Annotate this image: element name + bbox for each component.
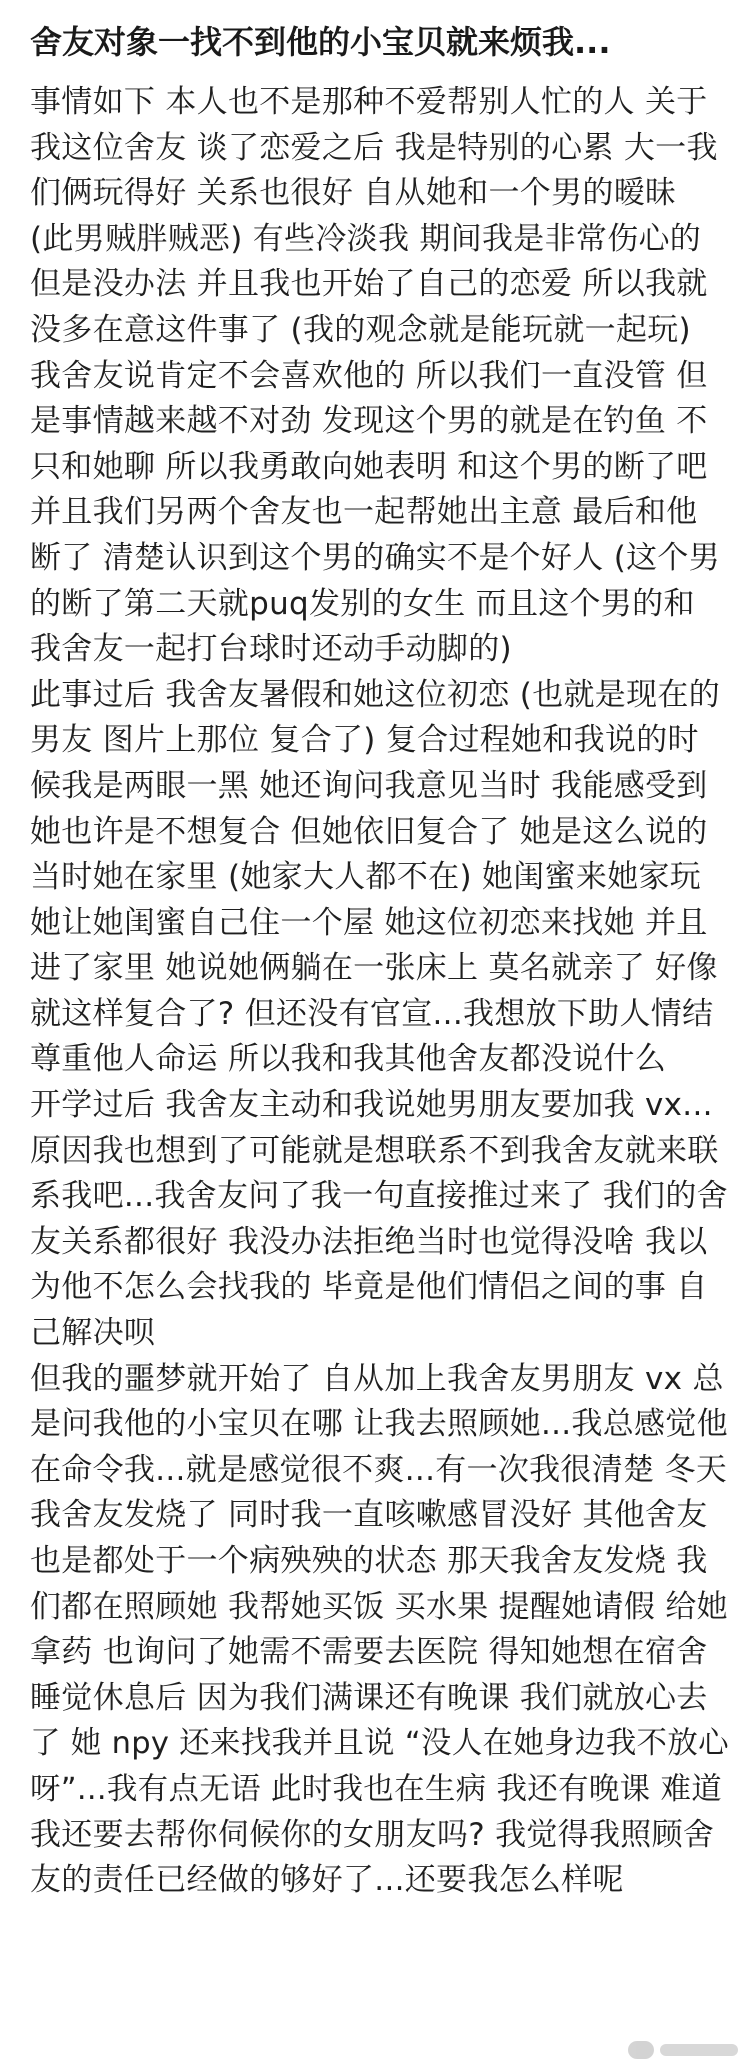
post-text-line: 只和她聊 所以我勇敢向她表明 和这个男的断了吧 — [30, 448, 708, 485]
post-text-line: (此男贼胖贼恶) 有些冷淡我 期间我是非常伤心的 — [30, 220, 702, 257]
post-body — [30, 80, 728, 1904]
post-text-line: 己解决呗 — [30, 1315, 156, 1352]
post-text-line: 事情如下 本人也不是那种不爱帮别人忙的人 关于 — [30, 84, 708, 120]
post-text-line: 睡觉休息后 因为我们满课还有晚课 我们就放心去 — [30, 1679, 708, 1716]
post-text-line: 但是没办法 并且我也开始了自己的恋爱 所以我就 — [30, 266, 708, 303]
post-text-line: 我舍友发烧了 同时我一直咳嗽感冒没好 其他舍友 — [30, 1497, 708, 1534]
post-text-line: 她让她闺蜜自己住一个屋 她这位初恋来找她 并且 — [30, 904, 708, 941]
post-text-line: 候我是两眼一黑 她还询问我意见当时 我能感受到 — [30, 767, 708, 804]
post-text-line: 她也许是不想复合 但她依旧复合了 她是这么说的 — [30, 813, 708, 850]
post-text-line: 没多在意这件事了 (我的观念就是能玩就一起玩) — [30, 311, 691, 348]
post-text-line: 的断了第二天就puq发别的女生 而且这个男的和 — [30, 585, 695, 622]
post-text-line: 当时她在家里 (她家大人都不在) 她闺蜜来她家玩 — [30, 859, 702, 896]
watermark-logo-icon — [628, 2041, 654, 2059]
post-text-line: 尊重他人命运 所以我和我其他舍友都没说什么 — [30, 1041, 667, 1078]
post-text-line: 为他不怎么会找我的 毕竟是他们情侣之间的事 自 — [30, 1269, 708, 1306]
post-text-line: 友的责任已经做的够好了...还要我怎么样呢 — [30, 1862, 624, 1899]
post-text-line: 就这样复合了? 但还没有官宣...我想放下助人情结 — [30, 995, 714, 1032]
post-text-line: 我还要去帮你伺候你的女朋友吗? 我觉得我照顾舍 — [30, 1816, 715, 1853]
post-text-line: 们俩玩得好 关系也很好 自从她和一个男的暧昧 — [30, 175, 677, 212]
post-text-line: 进了家里 她说她俩躺在一张床上 莫名就亲了 好像 — [30, 950, 718, 987]
post-text-line: 在命令我...就是感觉很不爽...有一次我很清楚 冬天 — [30, 1451, 728, 1488]
post-text-line: 我舍友一起打台球时还动手动脚的) — [30, 631, 512, 668]
post-text-line: 了 她 npy 还来找我并且说 “没人在她身边我不放心 — [30, 1726, 729, 1762]
post-text-line: 原因我也想到了可能就是想联系不到我舍友就来联 — [30, 1132, 719, 1169]
post-text-line: 男友 图片上那位 复合了) 复合过程她和我说的时 — [30, 722, 699, 759]
post-text-line: 我这位舍友 谈了恋爱之后 我是特别的心累 大一我 — [30, 129, 718, 166]
watermark-text-icon — [660, 2044, 738, 2056]
post-text-line: 友关系都很好 我没办法拒绝当时也觉得没啥 我以 — [30, 1223, 708, 1260]
post-text-line: 系我吧...我舍友问了我一句直接推过来了 我们的舍 — [30, 1178, 728, 1215]
post-text-line: 断了 清楚认识到这个男的确实不是个好人 (这个男 — [30, 539, 720, 576]
post-text-line: 我舍友说肯定不会喜欢他的 所以我们一直没管 但 — [30, 357, 708, 394]
post-text-line: 是问我他的小宝贝在哪 让我去照顾她...我总感觉他 — [30, 1406, 728, 1443]
post-text-line: 是事情越来越不对劲 发现这个男的就是在钓鱼 不 — [30, 403, 708, 440]
post-text-line: 并且我们另两个舍友也一起帮她出主意 最后和他 — [30, 494, 698, 531]
post-text-line: 但我的噩梦就开始了 自从加上我舍友男朋友 vx 总 — [30, 1360, 724, 1397]
post-text-line: 们都在照顾她 我帮她买饭 买水果 提醒她请假 给她 — [30, 1588, 728, 1625]
post-text-line: 开学过后 我舍友主动和我说她男朋友要加我 vx... — [30, 1087, 713, 1124]
post-text-line: 此事过后 我舍友暑假和她这位初恋 (也就是现在的 — [30, 676, 720, 713]
watermark — [628, 2041, 738, 2059]
post-title: 舍友对象一找不到他的小宝贝就来烦我... — [30, 23, 611, 61]
post-text-line: 也是都处于一个病殃殃的状态 那天我舍友发烧 我 — [30, 1543, 708, 1579]
post-text-line: 拿药 也询问了她需不需要去医院 得知她想在宿舍 — [30, 1634, 708, 1671]
post-text-line: 呀”...我有点无语 此时我也在生病 我还有晚课 难道 — [30, 1771, 723, 1807]
